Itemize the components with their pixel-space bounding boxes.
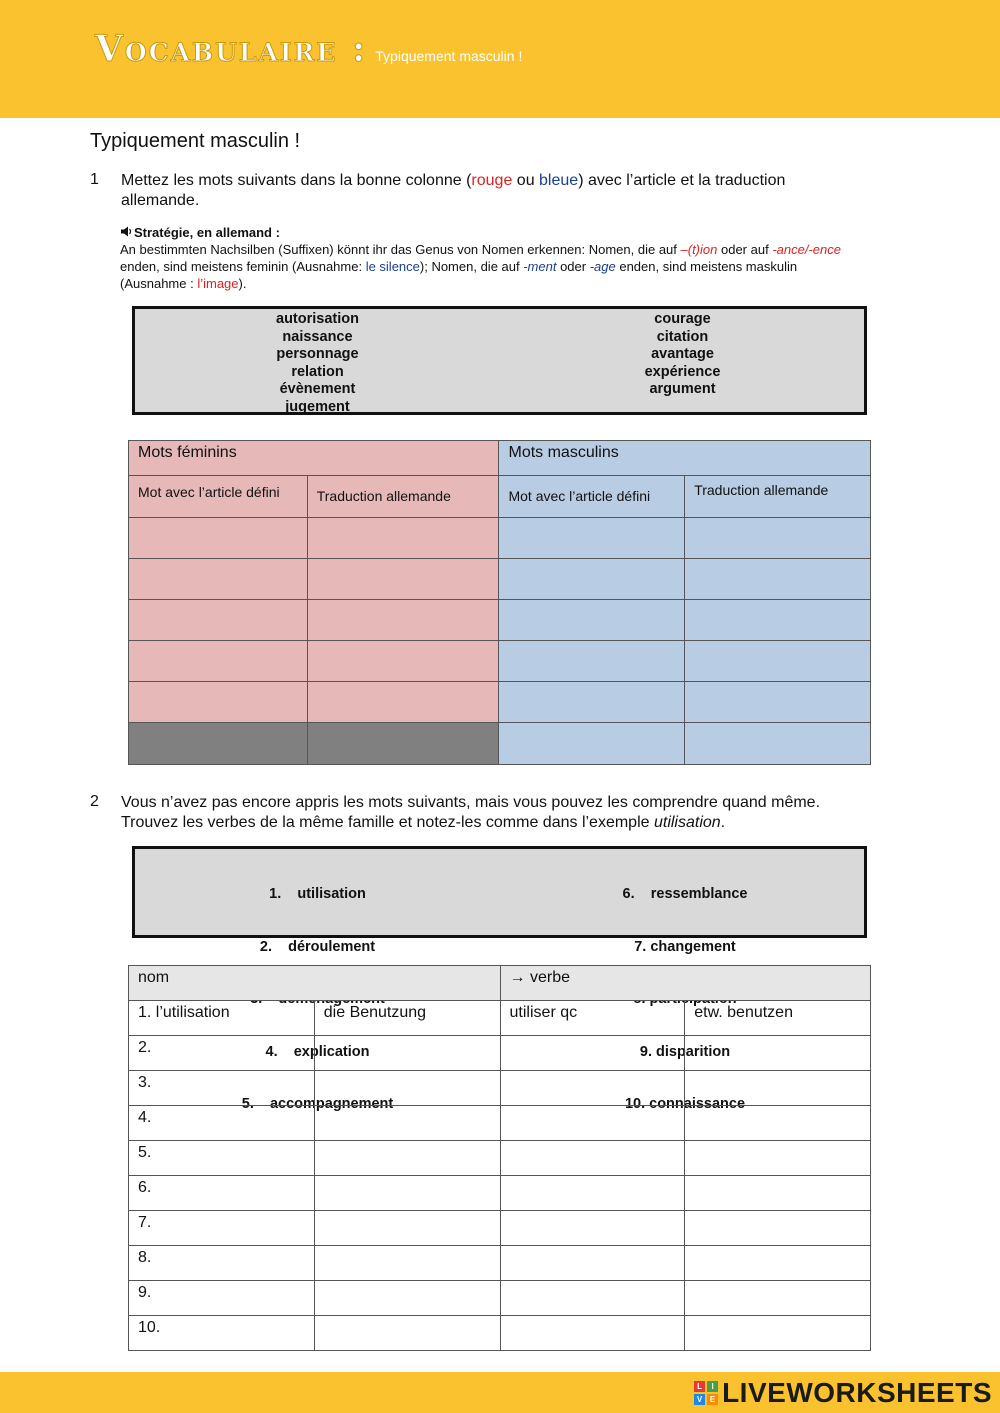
task2-instructions: [121, 793, 941, 833]
fem-translation-input[interactable]: [307, 600, 499, 641]
nom-header: nom: [129, 966, 501, 1001]
nom-cell[interactable]: 2.: [129, 1036, 315, 1071]
verbe-translation-cell[interactable]: [685, 1316, 871, 1351]
disabled-cell: [307, 723, 499, 765]
verbe-cell[interactable]: [500, 1246, 685, 1281]
nom-cell[interactable]: 7.: [129, 1211, 315, 1246]
mas-word-input[interactable]: [499, 682, 685, 723]
word-item: 2. déroulement: [259, 938, 376, 955]
task1-instructions: [121, 171, 921, 211]
strategy-p2: oder auf: [717, 242, 773, 257]
nom-translation-cell[interactable]: [314, 1281, 500, 1316]
word-item: 6. ressemblance: [622, 886, 748, 902]
table-row: [129, 1176, 871, 1211]
nom-translation-cell[interactable]: [314, 1211, 500, 1246]
liveworksheets-logo[interactable]: [694, 1377, 992, 1409]
nom-translation-cell[interactable]: [314, 1246, 500, 1281]
word-item: naissance: [282, 328, 353, 345]
task1-text-a: les mots suivants dans la bonne colonne (: [169, 172, 472, 189]
verbe-cell[interactable]: [500, 1141, 685, 1176]
task2-text-a: les verbes de la même famille et: [178, 814, 417, 831]
strategy-p4: ); Nomen, die auf: [419, 259, 524, 274]
task2-line1: Vous n’avez pas encore appris les mots suivants, mais vous pouvez les comprendre quand même.: [121, 794, 821, 811]
fem-word-input[interactable]: [129, 600, 308, 641]
nom-cell[interactable]: 3.: [129, 1071, 315, 1106]
table-row: [129, 1001, 871, 1036]
mas-translation-input[interactable]: [685, 682, 871, 723]
verbe-cell[interactable]: [500, 1036, 685, 1071]
verbe-cell[interactable]: [500, 1176, 685, 1211]
suffix-tion: –(t)ion: [680, 242, 718, 257]
rouge-word: rouge: [471, 172, 513, 189]
word-item: relation: [291, 363, 344, 380]
table-row: [129, 1141, 871, 1176]
mas-translation-input[interactable]: [685, 600, 871, 641]
fem-word-input[interactable]: [129, 682, 308, 723]
word-item: avantage: [651, 346, 714, 362]
word-item: courage: [654, 311, 711, 327]
nom-cell[interactable]: 6.: [129, 1176, 315, 1211]
fem-word-input[interactable]: [129, 559, 308, 600]
gender-table: [128, 440, 871, 765]
logo-block: E: [707, 1394, 718, 1405]
page-title: Typiquement masculin !: [90, 130, 301, 152]
table-row: [129, 1071, 871, 1106]
verbe-translation-cell[interactable]: [685, 1141, 871, 1176]
disabled-cell: [129, 723, 308, 765]
table-row: [129, 1211, 871, 1246]
task2-text-b: comme dans l’exemple: [481, 814, 654, 831]
word-item: autorisation: [276, 311, 359, 327]
bleue-word: bleue: [539, 172, 579, 189]
word-item: argument: [649, 381, 716, 397]
verbe-translation-cell[interactable]: [685, 1281, 871, 1316]
header-title: [95, 28, 522, 70]
nom-cell[interactable]: 8.: [129, 1246, 315, 1281]
verbe-cell[interactable]: [500, 1211, 685, 1246]
mas-col-word: Mot avec l’article défini: [499, 476, 685, 518]
fem-translation-input[interactable]: [307, 518, 499, 559]
table-row: [129, 1316, 871, 1351]
strategy-p8: ).: [238, 276, 247, 291]
strategy-p6: enden, sind meistens maskulin: [615, 259, 798, 274]
verbe-cell[interactable]: [500, 1071, 685, 1106]
logo-blocks-icon: [694, 1381, 718, 1405]
header-wave: [0, 108, 1000, 122]
nom-translation-cell[interactable]: [314, 1036, 500, 1071]
nom-cell[interactable]: 10.: [129, 1316, 315, 1351]
strategy-p7: (Ausnahme :: [120, 276, 198, 291]
word-item: évènement: [279, 381, 356, 397]
verbe-translation-cell[interactable]: [685, 1176, 871, 1211]
fem-word-input[interactable]: [129, 641, 308, 682]
fem-translation-input[interactable]: [307, 682, 499, 723]
word-box-1-left: [135, 311, 500, 416]
mas-word-input[interactable]: [499, 723, 685, 765]
mas-word-input[interactable]: [499, 641, 685, 682]
speaker-icon: [120, 224, 134, 241]
task1-text-c: ) avec l’article et la traduction: [578, 172, 786, 189]
masculine-header: Mots masculins: [499, 441, 871, 476]
nom-translation-cell: die Benutzung: [314, 1001, 500, 1036]
verbe-cell[interactable]: [500, 1281, 685, 1316]
logo-text: LIVEWORKSHEETS: [722, 1377, 992, 1408]
nom-translation-cell[interactable]: [314, 1316, 500, 1351]
table-row: [129, 1281, 871, 1316]
verbe-translation-cell[interactable]: [685, 1246, 871, 1281]
mas-translation-input[interactable]: [685, 723, 871, 765]
nom-translation-cell[interactable]: [314, 1176, 500, 1211]
vocab-label: Vocabulaire :: [95, 28, 368, 70]
verbe-header: → verbe: [500, 966, 870, 1001]
mas-col-translation: Traduction allemande: [685, 476, 871, 518]
word-item: personnage: [276, 346, 359, 362]
suffix-ance: -ance/-ence: [772, 242, 841, 257]
nom-cell[interactable]: 4.: [129, 1106, 315, 1141]
word-item: 7. changement: [634, 938, 736, 955]
nom-translation-cell[interactable]: [314, 1106, 500, 1141]
word-item: 1. utilisation: [269, 886, 366, 902]
strategy-p5: oder: [556, 259, 590, 274]
feminine-header: Mots féminins: [129, 441, 499, 476]
strategy-box: [120, 224, 930, 292]
mas-word-input[interactable]: [499, 518, 685, 559]
strategy-p3: enden, sind meistens feminin (Ausnahme:: [120, 259, 366, 274]
header-subtitle: Typiquement masculin !: [375, 48, 523, 64]
task2-verb1: Trouvez: [121, 814, 179, 831]
table-row: [129, 1106, 871, 1141]
logo-block: V: [694, 1394, 705, 1405]
strategy-p1: An bestimmten Nachsilben (Suffixen) könnt ihr das Genus von Nomen erkennen: Nomen, die auf: [120, 242, 681, 257]
word-item: 4. explication: [265, 1043, 370, 1060]
verbe-translation-cell[interactable]: [685, 1036, 871, 1071]
fem-col-word: Mot avec l’article défini: [129, 476, 308, 518]
logo-block: L: [694, 1381, 705, 1392]
mas-translation-input[interactable]: [685, 559, 871, 600]
suffix-age: -age: [589, 259, 616, 274]
le-silence: le silence: [365, 259, 420, 274]
word-box-1: [132, 306, 867, 415]
noun-verb-table: [128, 965, 871, 1351]
nom-translation-cell[interactable]: [314, 1071, 500, 1106]
l-image: l’image: [197, 276, 239, 291]
mas-translation-input[interactable]: [685, 641, 871, 682]
fem-translation-input[interactable]: [307, 641, 499, 682]
verbe-translation-cell[interactable]: [685, 1071, 871, 1106]
word-item: jugement: [285, 398, 350, 415]
word-item: citation: [656, 328, 709, 345]
word-item: expérience: [644, 363, 721, 380]
strategy-title: Stratégie, en allemand :: [134, 225, 280, 240]
task2-text-c: .: [720, 814, 726, 831]
task1-number: 1: [90, 171, 99, 188]
verbe-cell[interactable]: [500, 1316, 685, 1351]
mas-word-input[interactable]: [499, 559, 685, 600]
task1-text-b: ou: [512, 172, 540, 189]
mas-word-input[interactable]: [499, 600, 685, 641]
nom-cell[interactable]: 9.: [129, 1281, 315, 1316]
word-item: 5. accompagnement: [241, 1096, 394, 1112]
fem-translation-input[interactable]: [307, 559, 499, 600]
table-row: [129, 1246, 871, 1281]
word-item: 9. disparition: [639, 1043, 731, 1060]
logo-block: I: [707, 1381, 718, 1392]
fem-col-translation: Traduction allemande: [307, 476, 499, 518]
table-row: [129, 1036, 871, 1071]
nom-cell[interactable]: 5.: [129, 1141, 315, 1176]
task2-example: utilisation: [653, 814, 721, 831]
verbe-cell: utiliser qc: [500, 1001, 685, 1036]
word-box-1-right: [500, 311, 865, 399]
suffix-ment: -ment: [523, 259, 557, 274]
verbe-translation-cell[interactable]: [685, 1106, 871, 1141]
nom-translation-cell[interactable]: [314, 1141, 500, 1176]
task1-text-d: allemande.: [121, 192, 200, 209]
word-item: 10. connaissance: [624, 1096, 746, 1112]
nom-cell: 1. l’utilisation: [129, 1001, 315, 1036]
task2-verb2: notez-les: [416, 814, 482, 831]
task2-number: 2: [90, 793, 99, 810]
task1-verb: Mettez: [121, 172, 170, 189]
verbe-cell[interactable]: [500, 1106, 685, 1141]
fem-word-input[interactable]: [129, 518, 308, 559]
verbe-translation-cell[interactable]: [685, 1211, 871, 1246]
verbe-translation-cell: etw. benutzen: [685, 1001, 871, 1036]
mas-translation-input[interactable]: [685, 518, 871, 559]
